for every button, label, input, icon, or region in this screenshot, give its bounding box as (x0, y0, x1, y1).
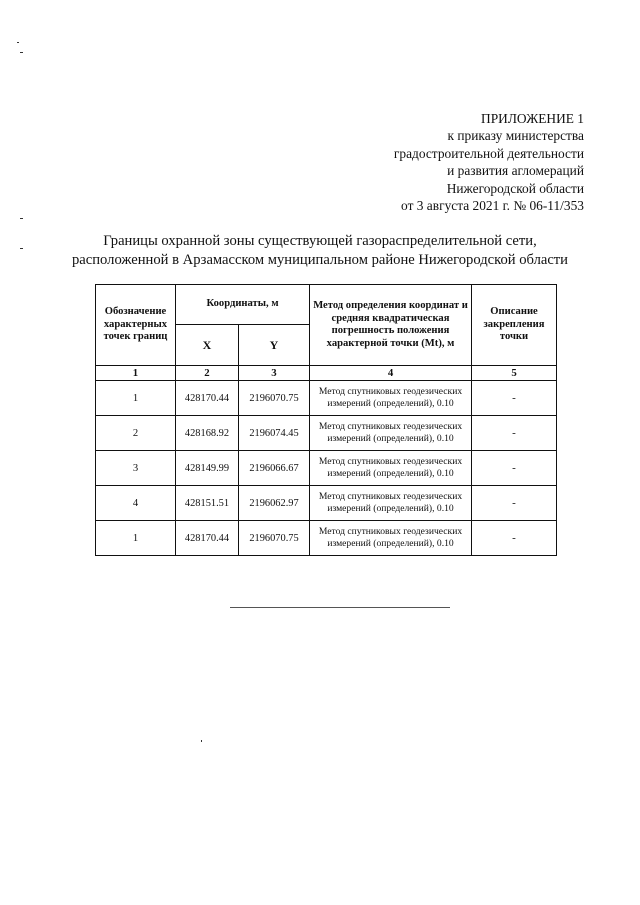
description: - (472, 521, 557, 556)
coord-x: 428149.99 (176, 451, 239, 486)
end-rule (230, 607, 450, 608)
method-text: Метод спутниковых геодезических измерений (определений), 0.10 (310, 486, 472, 521)
annex-title: ПРИЛОЖЕНИЕ 1 (481, 111, 584, 126)
column-number: 4 (310, 366, 472, 381)
column-number: 3 (239, 366, 310, 381)
annex-line: Нижегородской области (446, 180, 584, 196)
method-text: Метод спутниковых геодезических измерений (определений), 0.10 (310, 416, 472, 451)
annex-line: градостроительной деятельности (393, 145, 584, 161)
coordinates-table (95, 284, 557, 556)
method-text: Метод спутниковых геодезических измерений (определений), 0.10 (310, 381, 472, 416)
scan-speck (201, 740, 202, 742)
coord-y: 2196066.67 (239, 451, 310, 486)
header-coordinates: Координаты, м (176, 285, 310, 325)
header-method: Метод определения координат и средняя квадратическая погрешность положения характерной точки (Mt), м (310, 285, 472, 366)
scan-speck (20, 218, 23, 219)
method-text: Метод спутниковых геодезических измерений (определений), 0.10 (310, 451, 472, 486)
document-title (0, 232, 640, 271)
header-description: Описание закрепления точки (472, 285, 557, 366)
point-number: 1 (96, 521, 176, 556)
table-row (96, 521, 557, 556)
point-number: 3 (96, 451, 176, 486)
description: - (472, 416, 557, 451)
coord-x: 428151.51 (176, 486, 239, 521)
column-number: 1 (96, 366, 176, 381)
annex-header (394, 110, 584, 214)
point-number: 4 (96, 486, 176, 521)
point-number: 1 (96, 381, 176, 416)
column-number: 5 (472, 366, 557, 381)
column-number: 2 (176, 366, 239, 381)
annex-line: к приказу министерства (447, 128, 584, 144)
point-number: 2 (96, 416, 176, 451)
table-row (96, 451, 557, 486)
column-numbers-row (96, 366, 557, 381)
scan-speck (20, 52, 23, 53)
description: - (472, 451, 557, 486)
header-point: Обозначение характерных точек границ (96, 285, 176, 366)
coord-x: 428170.44 (176, 381, 239, 416)
coord-y: 2196070.75 (239, 521, 310, 556)
table-row (96, 416, 557, 451)
coord-y: 2196074.45 (239, 416, 310, 451)
coord-x: 428170.44 (176, 521, 239, 556)
description: - (472, 486, 557, 521)
scan-speck (17, 42, 19, 43)
description: - (472, 381, 557, 416)
title-line-2: расположенной в Арзамасском муниципальном районе Нижегородской области (72, 252, 568, 269)
title-line-1: Границы охранной зоны существующей газораспределительной сети, (103, 233, 537, 249)
header-x: X (176, 325, 239, 366)
table-row (96, 381, 557, 416)
annex-line: и развития агломераций (447, 163, 584, 179)
header-y: Y (239, 325, 310, 366)
coord-y: 2196070.75 (239, 381, 310, 416)
coord-x: 428168.92 (176, 416, 239, 451)
table-row (96, 486, 557, 521)
coord-y: 2196062.97 (239, 486, 310, 521)
annex-date-number: от 3 августа 2021 г. № 06-11/353 (401, 198, 584, 214)
method-text: Метод спутниковых геодезических измерений (определений), 0.10 (310, 521, 472, 556)
